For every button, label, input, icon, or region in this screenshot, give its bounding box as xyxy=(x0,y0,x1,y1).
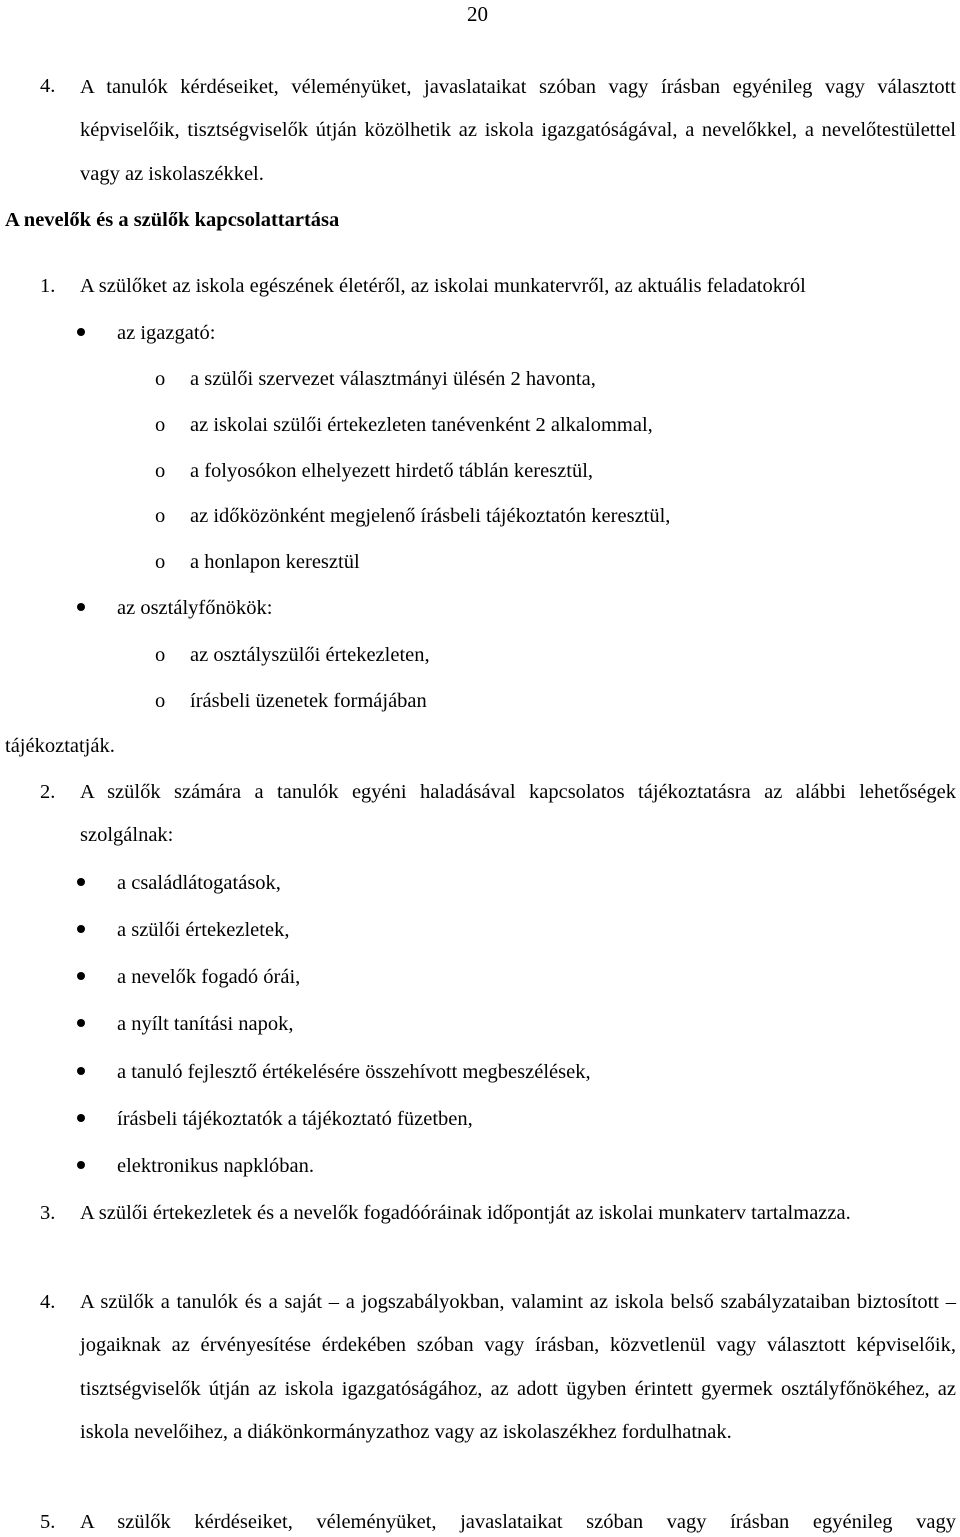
bullet-icon xyxy=(77,1114,85,1122)
bullet-icon xyxy=(77,925,85,933)
item-3-number: 3. xyxy=(40,1202,56,1224)
list-item: a folyosókon elhelyezett hirdető táblán keresztül, xyxy=(190,460,594,482)
sub-bullet-icon: o xyxy=(155,505,166,527)
bullet-icon xyxy=(77,603,85,611)
item-1-text: A szülőket az iskola egészének életéről, az iskolai munkatervről, az aktuális feladatokról xyxy=(80,275,806,297)
bullet-icon xyxy=(77,878,85,886)
group-label-form-teachers: az osztályfőnökök: xyxy=(117,597,273,619)
list-item: a honlapon keresztül xyxy=(190,551,360,573)
sub-bullet-icon: o xyxy=(155,414,166,436)
list-item: az időközönként megjelenő írásbeli tájékoztatón keresztül, xyxy=(190,505,671,527)
item-2-text: A szülők számára a tanulók egyéni haladásával kapcsolatos tájékoztatásra az alábbi lehetőségek szolgálnak: xyxy=(80,780,956,846)
sub-bullet-icon: o xyxy=(155,460,166,482)
list-item: írásbeli tájékoztatók a tájékoztató füzetben, xyxy=(117,1108,473,1130)
list-item: az iskolai szülői értekezleten tanévenként 2 alkalommal, xyxy=(190,414,653,436)
sub-bullet-icon: o xyxy=(155,368,166,390)
page-number: 20 xyxy=(467,2,488,26)
list-item: a tanuló fejlesztő értékelésére összehívott megbeszélések, xyxy=(117,1061,591,1083)
bullet-icon xyxy=(77,328,85,336)
sub-bullet-icon: o xyxy=(155,690,166,712)
list-item: elektronikus napklóban. xyxy=(117,1155,314,1177)
sub-bullet-icon: o xyxy=(155,644,166,666)
bullet-icon xyxy=(77,972,85,980)
bullet-icon xyxy=(77,1019,85,1027)
item-4-number: 4. xyxy=(40,1291,56,1313)
group-label-principal: az igazgató: xyxy=(117,322,216,344)
list-item: a szülői szervezet választmányi ülésén 2 havonta, xyxy=(190,368,596,390)
sub-bullet-icon: o xyxy=(155,551,166,573)
list-item: a nevelők fogadó órái, xyxy=(117,966,301,988)
item-4-text: A szülők a tanulók és a saját – a jogszabályokban, valamint az iskola belső szabályzataiban biztosított – jogaiknak az érvényesítése érdekében szóban vagy írásban, közvetlenül vagy választott képviselőik, tisztségviselők útján az iskola igazgatóságához, az adott ügyben érintett gyermek osztályfőnökéhez, az iskola nevelőihez, a diákönkormányzathoz vagy az iskolaszékhez fordulhatnak. xyxy=(80,1290,956,1443)
item-3-text: A szülői értekezletek és a nevelők fogadóóráinak időpontját az iskolai munkaterv tartalmazza. xyxy=(80,1201,851,1224)
bullet-icon xyxy=(77,1161,85,1169)
list-item: írásbeli üzenetek formájában xyxy=(190,690,427,712)
section-heading: A nevelők és a szülők kapcsolattartása xyxy=(5,209,340,231)
list-item: a szülői értekezletek, xyxy=(117,919,290,941)
item-4-top-number: 4. xyxy=(40,75,56,97)
bullet-icon xyxy=(77,1067,85,1075)
item-2-number: 2. xyxy=(40,781,56,803)
list-item: a családlátogatások, xyxy=(117,872,281,894)
list-item: az osztályszülői értekezleten, xyxy=(190,644,430,666)
item-4-top-text: A tanulók kérdéseiket, véleményüket, javaslataikat szóban vagy írásban egyénileg vagy választott képviselőik, tisztségviselők útján közölhetik az iskola igazgatóságával, a nevelőkkel, a nevelőtestülettel vagy az iskolaszékkel. xyxy=(80,75,956,185)
item-5-number: 5. xyxy=(40,1511,56,1533)
item-1-number: 1. xyxy=(40,275,56,297)
item-5-text: A szülők kérdéseiket, véleményüket, javaslataikat szóban vagy írásban egyénileg vagy xyxy=(80,1511,956,1533)
list-item: a nyílt tanítási napok, xyxy=(117,1013,294,1035)
item-1-closing: tájékoztatják. xyxy=(5,735,115,757)
